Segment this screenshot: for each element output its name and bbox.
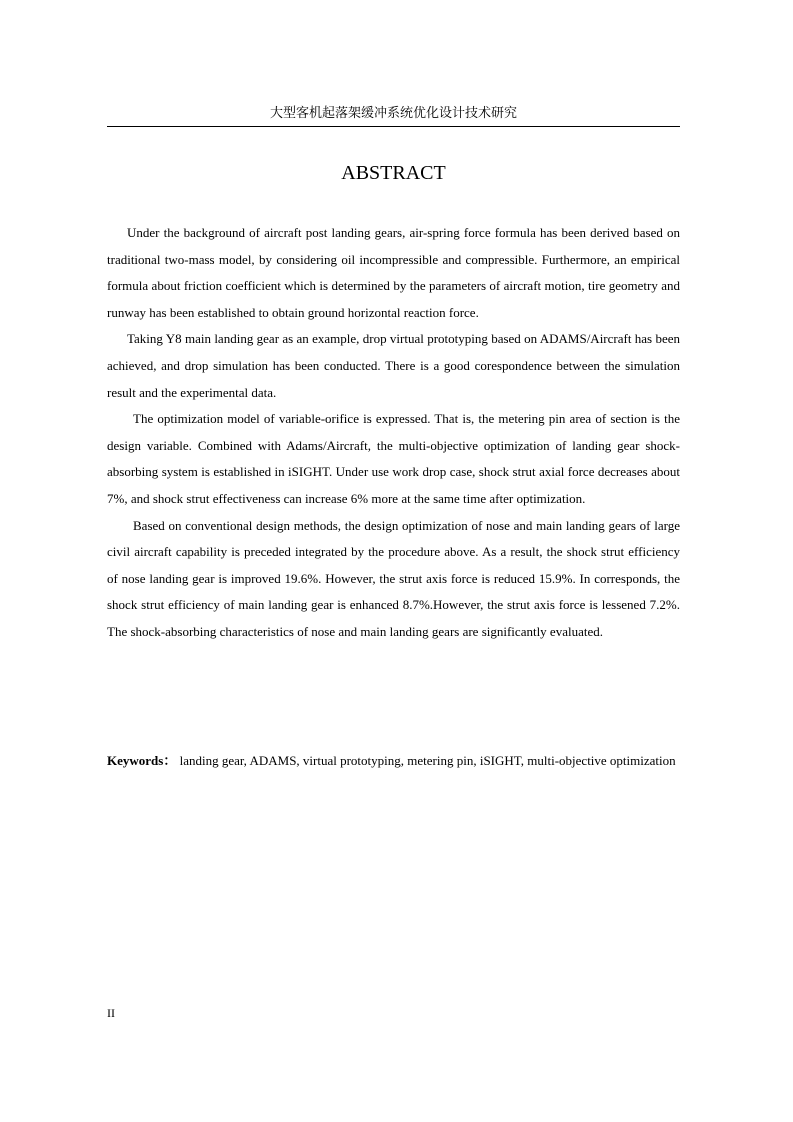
abstract-paragraph-3: The optimization model of variable-orifice is expressed. That is, the metering pin area of section is the design variable. Combined with Adams/Aircraft, the multi-objective optimization of landing gear shock-absorbing system is established in iSIGHT. Under use work drop case, shock strut axial force decreases about 7%, and shock strut effectiveness can increase 6% more at the same time after optimization. <box>107 411 680 506</box>
page-number: II <box>107 1006 115 1020</box>
keywords-block <box>107 750 680 771</box>
keywords-label: Keywords： <box>107 753 177 768</box>
abstract-title: ABSTRACT <box>341 162 446 184</box>
abstract-paragraph-2: Taking Y8 main landing gear as an example, drop virtual prototyping based on ADAMS/Aircraft has been achieved, and drop simulation has been conducted. There is a good corespondence between the simulation result and the experimental data. <box>107 331 680 400</box>
header-rule <box>107 126 680 127</box>
abstract-paragraph-4: Based on conventional design methods, the design optimization of nose and main landing gears of large civil aircraft capability is preceded integrated by the procedure above. As a result, the shock strut efficiency of nose landing gear is improved 19.6%. However, the strut axis force is reduced 15.9%. In corresponds, the shock strut efficiency of main landing gear is enhanced 8.7%.However, the strut axis force is lessened 7.2%. The shock-absorbing characteristics of nose and main landing gears are significantly evaluated. <box>107 517 680 639</box>
keywords-text: landing gear, ADAMS, virtual prototyping, metering pin, iSIGHT, multi-objective optimization <box>179 753 676 768</box>
abstract-paragraph-1: Under the background of aircraft post landing gears, air-spring force formula has been derived based on traditional two-mass model, by considering oil incompressible and compressible. Furthermore, an empirical formula about friction coefficient which is determined by the parameters of aircraft motion, tire geometry and runway has been established to obtain ground horizontal reaction force. <box>107 225 680 320</box>
abstract-body <box>107 220 680 646</box>
running-header: 大型客机起落架缓冲系统优化设计技术研究 <box>269 106 517 121</box>
